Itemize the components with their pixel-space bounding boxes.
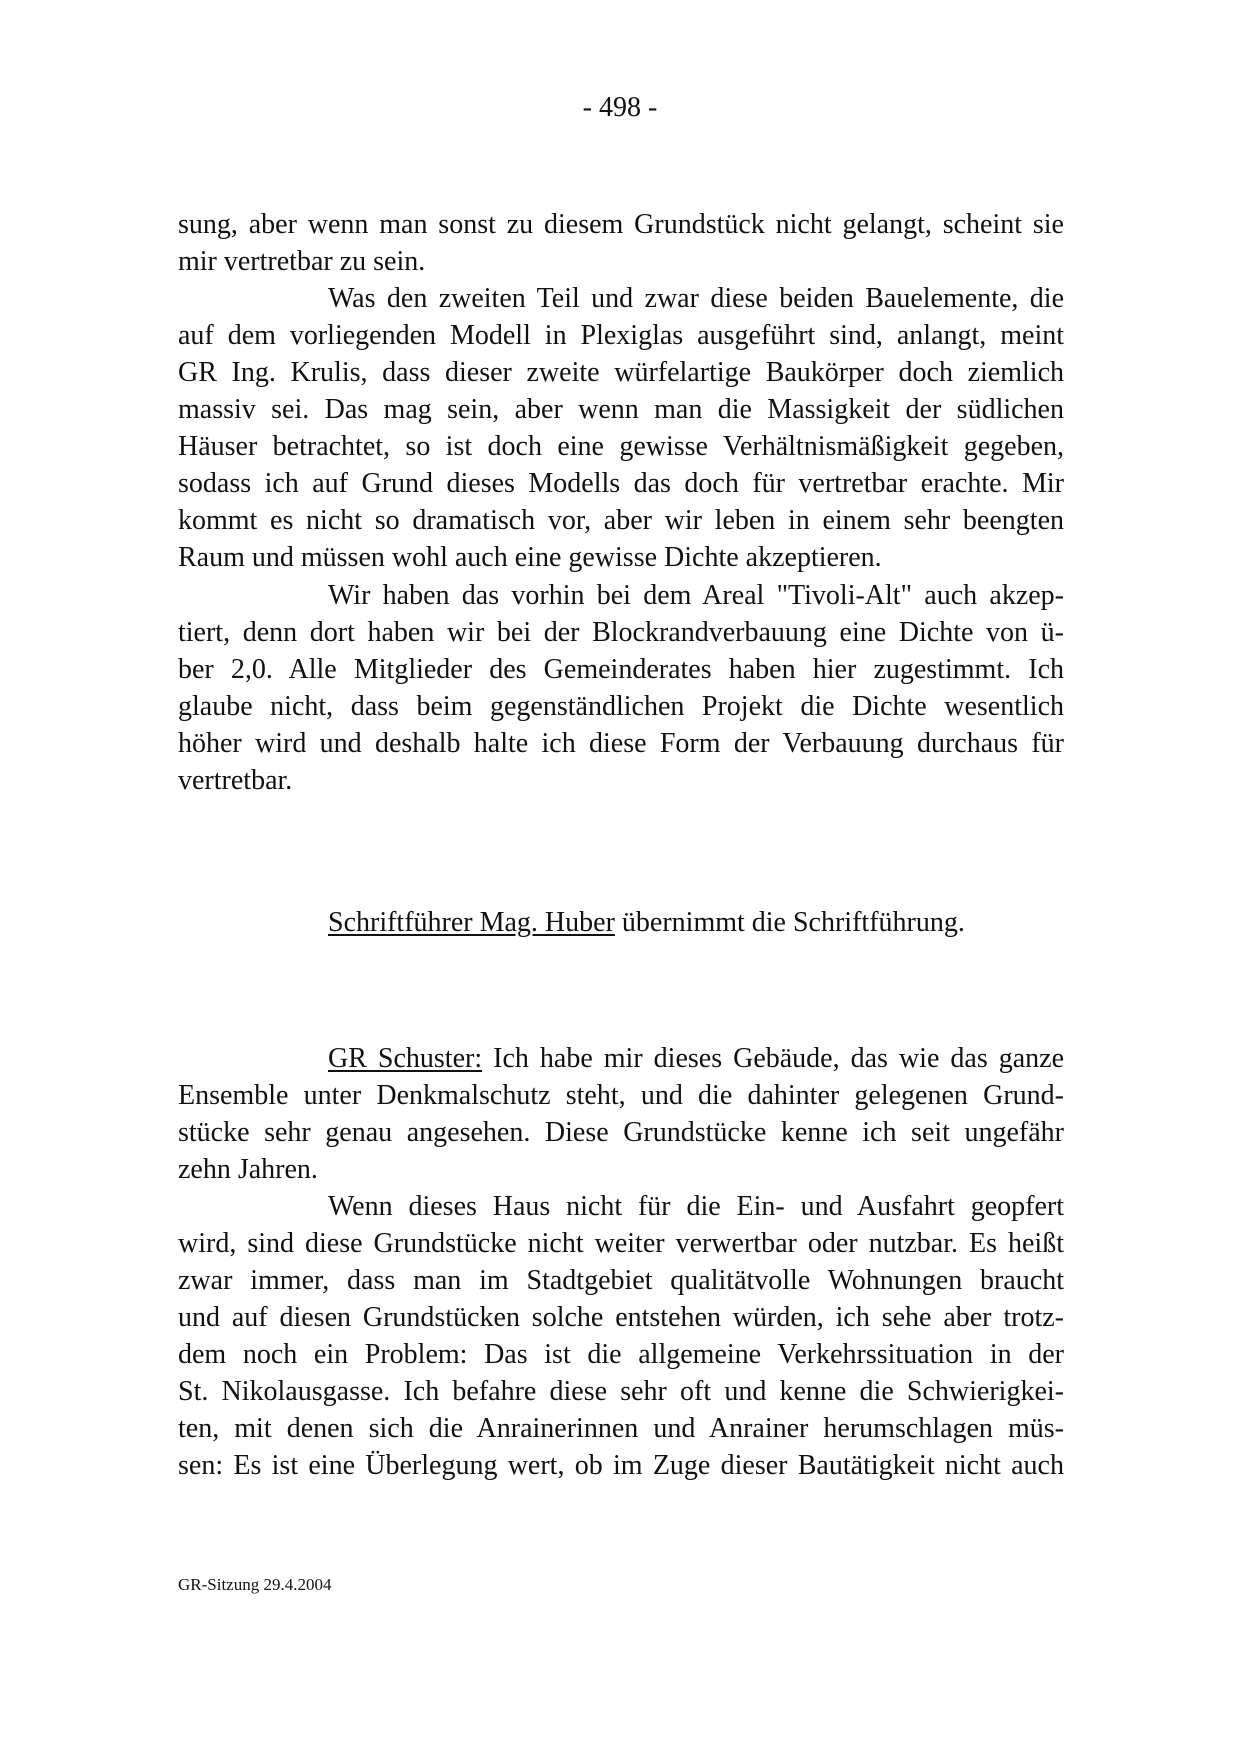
text-line xyxy=(178,904,1064,941)
text-line: höher wird und deshalb halte ich diese Form der Verbauung durchaus für xyxy=(178,728,1064,759)
paragraph-continuation xyxy=(178,206,1064,280)
paragraph-traffic xyxy=(178,1188,1064,1484)
text-line: und auf diesen Grundstücken solche entstehen würden, ich sehe aber trotz- xyxy=(178,1302,1064,1333)
page-number: - 498 - xyxy=(582,92,658,123)
text-line: sen: Es ist eine Überlegung wert, ob im Zuge dieser Bautätigkeit nicht auch xyxy=(178,1450,1064,1481)
text-line: massiv sei. Das mag sein, aber wenn man die Massigkeit der südlichen xyxy=(178,394,1064,425)
text-line: sung, aber wenn man sonst zu diesem Grundstück nicht gelangt, scheint sie xyxy=(178,209,1064,240)
text-line: stücke sehr genau angesehen. Diese Grundstücke kenne ich seit ungefähr xyxy=(178,1117,1064,1148)
text-line: tiert, denn dort haben wir bei der Blockrandverbauung eine Dichte von ü- xyxy=(178,617,1064,648)
paragraph-schuster xyxy=(178,1040,1064,1188)
text-line: ten, mit denen sich die Anrainerinnen und Anrainer herumschlagen müs- xyxy=(178,1413,1064,1444)
text-line: glaube nicht, dass beim gegenständlichen Projekt die Dichte wesentlich xyxy=(178,691,1064,722)
paragraph-minute-taker-note xyxy=(178,904,1064,941)
text-line: Wenn dieses Haus nicht für die Ein- und Ausfahrt geopfert xyxy=(328,1191,1064,1222)
text-line: ber 2,0. Alle Mitglieder des Gemeinderates haben hier zugestimmt. Ich xyxy=(178,654,1064,685)
text-line: vertretbar. xyxy=(178,765,293,796)
text-line: auf dem vorliegenden Modell in Plexiglas ausgeführt sind, anlangt, meint xyxy=(178,320,1064,351)
text-line xyxy=(178,1040,1064,1077)
paragraph-second-part xyxy=(178,280,1064,576)
text-line: St. Nikolausgasse. Ich befahre diese sehr oft und kenne die Schwierigkei- xyxy=(178,1376,1064,1407)
speaker-name: Schriftführer Mag. Huber xyxy=(328,907,615,938)
text-line: kommt es nicht so dramatisch vor, aber wir leben in einem sehr beengten xyxy=(178,505,1064,536)
text-line: sodass ich auf Grund dieses Modells das doch für vertretbar erachte. Mir xyxy=(178,468,1064,499)
text-line: GR Ing. Krulis, dass dieser zweite würfelartige Baukörper doch ziemlich xyxy=(178,357,1064,388)
footer-session-date: GR-Sitzung 29.4.2004 xyxy=(178,1575,332,1594)
text-line: wird, sind diese Grundstücke nicht weiter verwertbar oder nutzbar. Es heißt xyxy=(178,1228,1064,1259)
text-line: mir vertretbar zu sein. xyxy=(178,246,426,277)
text-fragment: übernimmt die Schriftführung. xyxy=(614,907,965,938)
text-line: Ensemble unter Denkmalschutz steht, und die dahinter gelegenen Grund- xyxy=(178,1080,1064,1111)
text-line: Was den zweiten Teil und zwar diese beiden Bauelemente, die xyxy=(328,283,1064,314)
text-line: zwar immer, dass man im Stadtgebiet qualitätvolle Wohnungen braucht xyxy=(178,1265,1064,1296)
paragraph-tivoli xyxy=(178,577,1064,799)
text-line: zehn Jahren. xyxy=(178,1154,318,1185)
text-fragment: Ich habe mir dieses Gebäude, das wie das ganze xyxy=(482,1043,1065,1074)
text-line: Wir haben das vorhin bei dem Areal "Tivoli-Alt" auch akzep- xyxy=(328,580,1064,611)
text-line: Häuser betrachtet, so ist doch eine gewisse Verhältnismäßigkeit gegeben, xyxy=(178,431,1064,462)
text-line: Raum und müssen wohl auch eine gewisse Dichte akzeptieren. xyxy=(178,542,882,573)
text-line: dem noch ein Problem: Das ist die allgemeine Verkehrssituation in der xyxy=(178,1339,1064,1370)
speaker-name: GR Schuster: xyxy=(328,1043,483,1074)
